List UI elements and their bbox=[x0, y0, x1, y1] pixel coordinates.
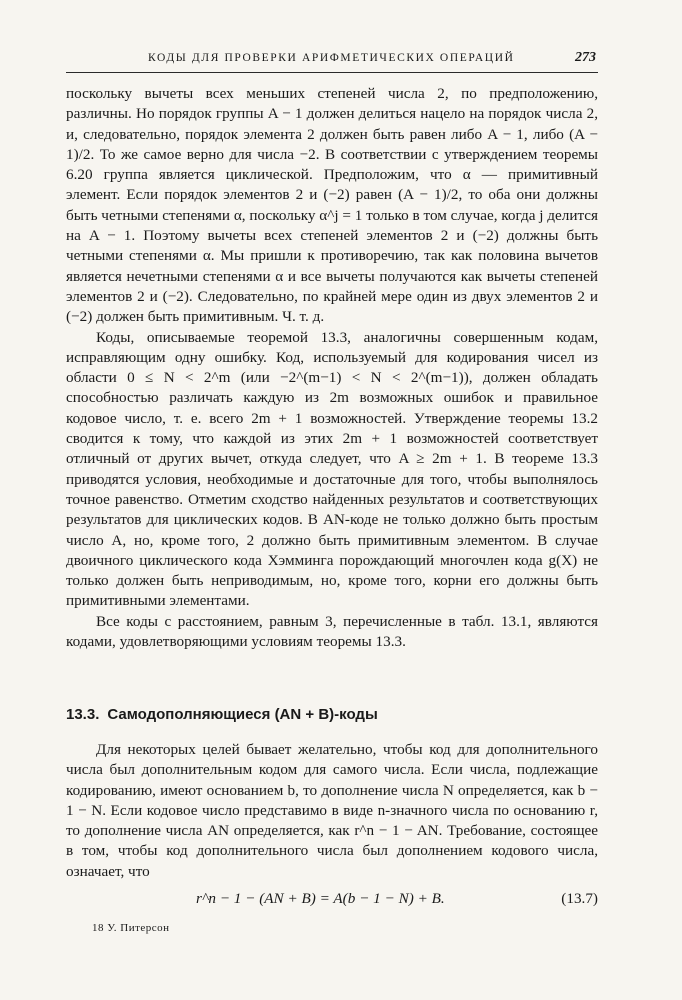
paragraph-proof-end: поскольку вычеты всех меньших степеней числа 2, по предположению, различны. Но порядок группы A − 1 должен делиться нацело на порядок числа 2, и, следовательно, порядок элемента 2 должен быть равен либо A − 1, либо (A − 1)/2. То же самое верно для числа −2. В соответствии с утверждением теоремы 6.20 группа является циклической. Предположим, что α — примитивный элемент. Если порядок элементов 2 и (−2) равен (A − 1)/2, то оба они должны быть четными степенями α, поскольку α^j = 1 только в том случае, когда j делится на A − 1. Поэтому вычеты всех степеней элементов 2 и (−2) должны быть четными степенями α. Мы пришли к противоречию, так как половина вычетов является нечетными степенями α и все вычеты получаются как вычеты степеней элементов 2 и (−2). Следовательно, по крайней мере один из двух элементов 2 и (−2) должен быть примитивным. Ч. т. д. bbox=[66, 85, 598, 326]
section-number: 13.3. bbox=[66, 706, 100, 723]
section-title: Самодополняющиеся (AN + B)-коды bbox=[107, 706, 378, 723]
equation-13-7 bbox=[66, 890, 598, 912]
equation-body: r^n − 1 − (AN + B) = A(b − 1 − N) + B. bbox=[196, 890, 445, 907]
signature-footer: 18 У. Питерсон bbox=[92, 922, 170, 934]
running-head: КОДЫ ДЛЯ ПРОВЕРКИ АРИФМЕТИЧЕСКИХ ОПЕРАЦИЙ bbox=[148, 52, 515, 64]
section-heading bbox=[66, 706, 598, 723]
equation-number: (13.7) bbox=[561, 890, 598, 907]
body-text bbox=[66, 84, 598, 652]
paragraph-codes-theorem: Коды, описываемые теоремой 13.3, аналогичны совершенным кодам, исправляющим одну ошибку. Код, используемый для кодирования чисел из области 0 ≤ N < 2^m (или −2^(m−1) < N < 2^(m−1)), должен обладать способностью различать каждую из 2m возможных ошибок и правильное кодовое число, т. е. всего 2m + 1 возможностей. Утверждение теоремы 13.2 сводится к тому, что каждой из этих 2m + 1 возможностей соответствует отличный от других вычет, откуда следует, что A ≥ 2m + 1. В теореме 13.3 приводятся условия, необходимые и достаточные для того, чтобы выполнялось точное равенство. Отметим сходство найденных результатов и соответствующих результатов для циклических кодов. В AN-коде не только должно быть простым число A, но, кроме того, 2 должно быть примитивным элементом. В случае двоичного циклического кода Хэмминга порождающий многочлен кода g(X) не только должен быть неприводимым, но, кроме того, корни его должны быть примитивными элементами. bbox=[66, 328, 598, 610]
section-body bbox=[66, 740, 598, 882]
paragraph-self-complementing: Для некоторых целей бывает желательно, чтобы код для дополнительного числа был дополнительным кодом для самого числа. Если числа, подлежащие кодированию, имеют основанием b, то дополнение числа N определяется, как b − 1 − N. Если кодовое число представимо в виде n-значного числа по основанию r, то дополнение числа AN определяется, как r^n − 1 − AN. Требование, состоящее в том, чтобы код дополнительного числа был дополнением кодового числа, означает, что bbox=[66, 741, 598, 880]
paragraph-distance-3: Все коды с расстоянием, равным 3, перечисленные в табл. 13.1, являются кодами, удовлетворяющими условиям теоремы 13.3. bbox=[66, 612, 598, 651]
page-header bbox=[66, 50, 598, 73]
page-number: 273 bbox=[575, 50, 596, 65]
